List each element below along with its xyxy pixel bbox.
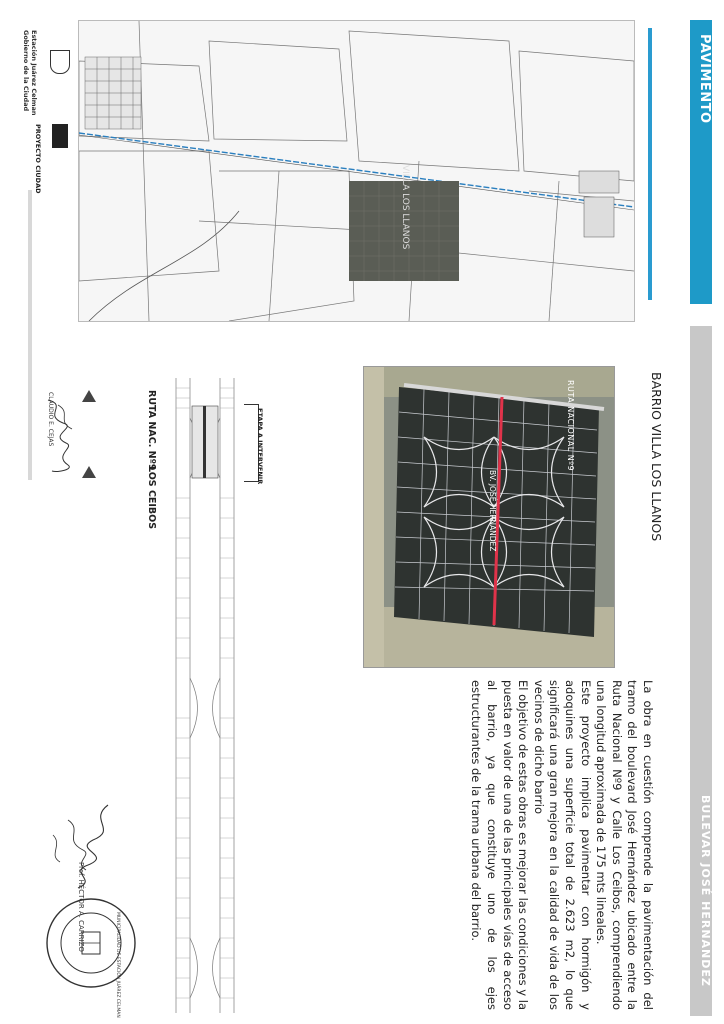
top-tag-arrow-icon [82,390,96,402]
municipality-name [22,30,38,116]
section-title: BARRIO VILLA LOS LLANOS [649,372,664,542]
signature-1 [38,395,82,477]
project-description [468,680,655,1010]
description-paragraph: La obra en cuestión comprende la pavimentación del tramo del boulevard José Hernández ubicado entre la Ruta Nacional Nº9 y Calle Los Ceibos, comprendiendo una longitud aproximada de 175 mts lineales. [594,680,655,1010]
signer-1-name: CLAUDIO E. CEJAS [47,392,54,447]
plan-tag-los-ceibos: LOS CEIBOS [146,466,157,530]
program-name: PROYECTO CIUDAD [34,124,42,194]
plan-tag-ruta: RUTA NAC. Nº9 [146,390,157,471]
ruta-label: RUTA NACIONAL Nº9 [566,380,575,472]
street-plan [170,378,240,1013]
proyecto-ciudad-logo-icon [52,124,68,148]
description-paragraph: Este proyecto implica pavimentar con hormigón y adoquines una superficie total de 2.623 m2, lo que significará una gran mejora en la calidad de vida de los vecinos de dicho barrio [531,680,593,1010]
map-area-label: VILLA LOS LLANOS [400,165,410,250]
municipality-name-text: Estación Juárez Celman [30,30,38,116]
municipality-shield-icon [50,50,70,74]
subheader-title: BULEVAR JOSÉ HERNANDEZ [699,795,712,987]
bottom-tag-arrow-icon [82,466,96,478]
decorative-stripe [28,190,32,480]
map-drawing [79,21,634,321]
official-seal [44,896,138,990]
boulevard-label: BV. JOSÉ HERNANDEZ [488,470,497,552]
stage-label: ETAPA A INTERVENIR [256,408,264,485]
plan-drawing [170,378,240,1013]
accent-line [648,28,652,300]
signer-2-name: Prof. HÉCTOR A. CARRIZO [77,862,85,952]
page-title: PAVIMENTO [697,34,712,124]
municipality-tagline: Gobierno de la Ciudad [22,30,30,112]
location-map [78,20,635,322]
description-paragraph: El objetivo de estas obras es mejorar las condiciones y la puesta en valor de una de las principales vías de acceso al barrio, ya que constituye uno de los ejes estructurantes de la trama urbana del barrio. [469,680,531,1010]
seal-text: MUNICIPALIDAD DE ESTACIÓN JUÁREZ CELMAN [115,912,120,1018]
